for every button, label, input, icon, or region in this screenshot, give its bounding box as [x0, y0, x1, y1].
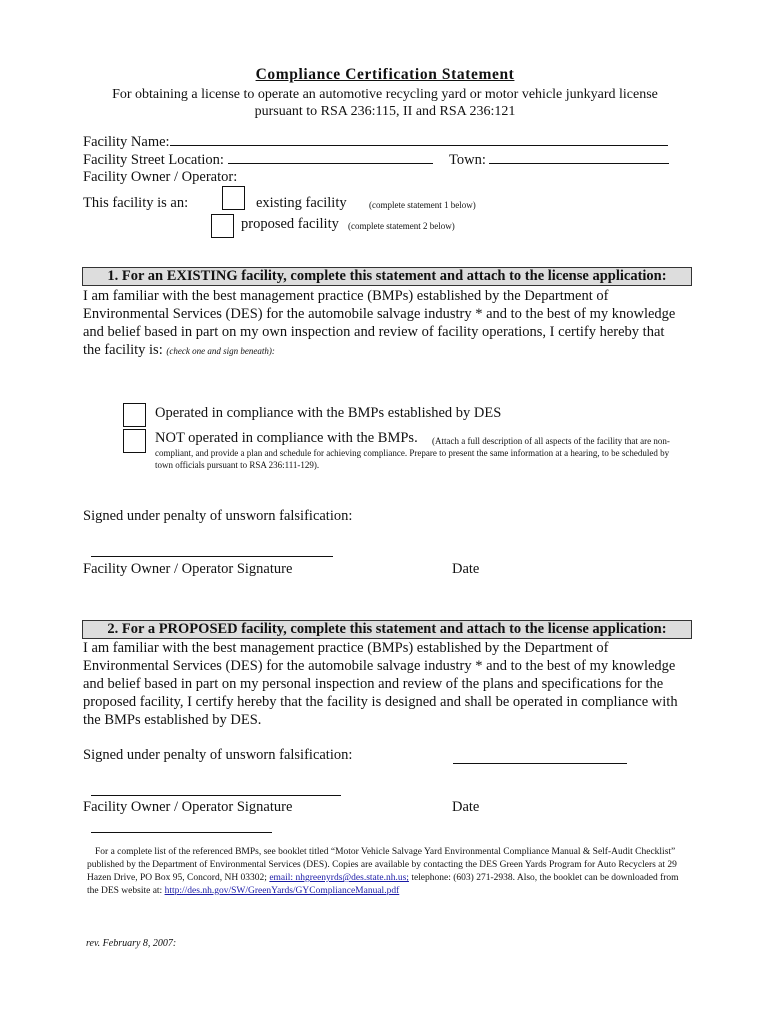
footnote-text-2: telephone: (603) 271-2938. Also, the booklet can be downloaded from the DES website at: — [87, 873, 679, 896]
street-location-row — [83, 151, 433, 169]
document-title: Compliance Certification Statement — [255, 66, 515, 83]
section-2-header: 2. For a PROPOSED facility, complete this statement and attach to the license application: — [82, 620, 692, 639]
revision-date: rev. February 8, 2007: — [86, 938, 177, 949]
section-1-signature-line[interactable] — [91, 556, 333, 557]
section-2-signature-line[interactable] — [91, 795, 341, 796]
section-2-signed-label: Signed under penalty of unsworn falsification: — [83, 747, 353, 763]
section-2-date-line[interactable] — [453, 763, 627, 764]
this-facility-label: This facility is an: — [83, 195, 189, 211]
noncompliant-note: (Attach a full description of all aspects of the facility that are non-compliant, and provide a plan and schedule for achieving compliance. Prepare to present the same information at a hearing, to be scheduled by town officials pursuant to RSA 236:111-129). — [155, 436, 670, 470]
footnote-separator — [91, 832, 272, 833]
section-1-date-label: Date — [452, 561, 480, 577]
proposed-facility-checkbox[interactable] — [211, 214, 234, 238]
subtitle-line-2: pursuant to RSA 236:115, II and RSA 236:121 — [254, 104, 516, 119]
existing-facility-note: (complete statement 1 below) — [369, 200, 476, 210]
street-location-field[interactable] — [228, 151, 433, 164]
footnote-url-link[interactable]: http://des.nh.gov/SW/GreenYards/GYComplianceManual.pdf — [164, 886, 400, 896]
section-1-body — [83, 287, 683, 360]
section-1-signed-label: Signed under penalty of unsworn falsification: — [83, 508, 353, 524]
compliant-option-label: Operated in compliance with the BMPs established by DES — [155, 405, 502, 421]
existing-facility-label: existing facility — [256, 195, 347, 211]
section-1-body-text: I am familiar with the best management practice (BMPs) established by the Department of Environmental Services (DES) for the automobile salvage industry * and to the best of my knowledge and belief based in part on my own inspection and review of facility operations, I certify hereby that the facility is: — [83, 288, 676, 358]
existing-facility-checkbox[interactable] — [222, 186, 245, 210]
facility-name-field[interactable] — [170, 133, 668, 146]
section-2-signature-label: Facility Owner / Operator Signature — [83, 799, 293, 815]
section-1-body-note: (check one and sign beneath): — [166, 346, 275, 356]
noncompliant-checkbox[interactable] — [123, 429, 146, 453]
section-2-date-label: Date — [452, 799, 480, 815]
footnote-email-link[interactable]: email: nhgreenyrds@des.state.nh.us; — [269, 873, 409, 883]
town-label: Town: — [449, 152, 486, 168]
footnote — [87, 846, 687, 898]
town-field[interactable] — [489, 151, 669, 164]
section-1-header: 1. For an EXISTING facility, complete this statement and attach to the license application: — [82, 267, 692, 286]
town-row — [449, 151, 669, 169]
section-2-body: I am familiar with the best management practice (BMPs) established by the Department of Environmental Services (DES) for the automobile salvage industry * and to the best of my knowledge and belief based in part on my personal inspection and review of the plans and specifications for the proposed facility, I certify hereby that the facility is designed and shall be operated in compliance with the BMPs established by DES. — [83, 640, 678, 728]
proposed-facility-label: proposed facility — [241, 216, 339, 232]
footnote-text-1: For a complete list of the referenced BMPs, see booklet titled “Motor Vehicle Salvage Yard Environmental Compliance Manual & Self-Audit Checklist” published by the Department of Environmental Services (DES). Copies are available by contacting the DES Green Yards Program for Auto Recyclers at 29 Hazen Drive, PO Box 95, Concord, NH 03302; — [87, 847, 677, 883]
facility-name-row — [83, 133, 668, 151]
noncompliant-option-label: NOT operated in compliance with the BMPs. — [155, 430, 418, 446]
proposed-facility-note: (complete statement 2 below) — [348, 221, 455, 231]
owner-operator-label: Facility Owner / Operator: — [83, 169, 238, 185]
section-1-signature-label: Facility Owner / Operator Signature — [83, 561, 293, 577]
facility-name-label: Facility Name: — [83, 134, 170, 150]
subtitle-line-1: For obtaining a license to operate an automotive recycling yard or motor vehicle junkyard license — [112, 87, 658, 102]
compliant-checkbox[interactable] — [123, 403, 146, 427]
street-location-label: Facility Street Location: — [83, 152, 224, 168]
